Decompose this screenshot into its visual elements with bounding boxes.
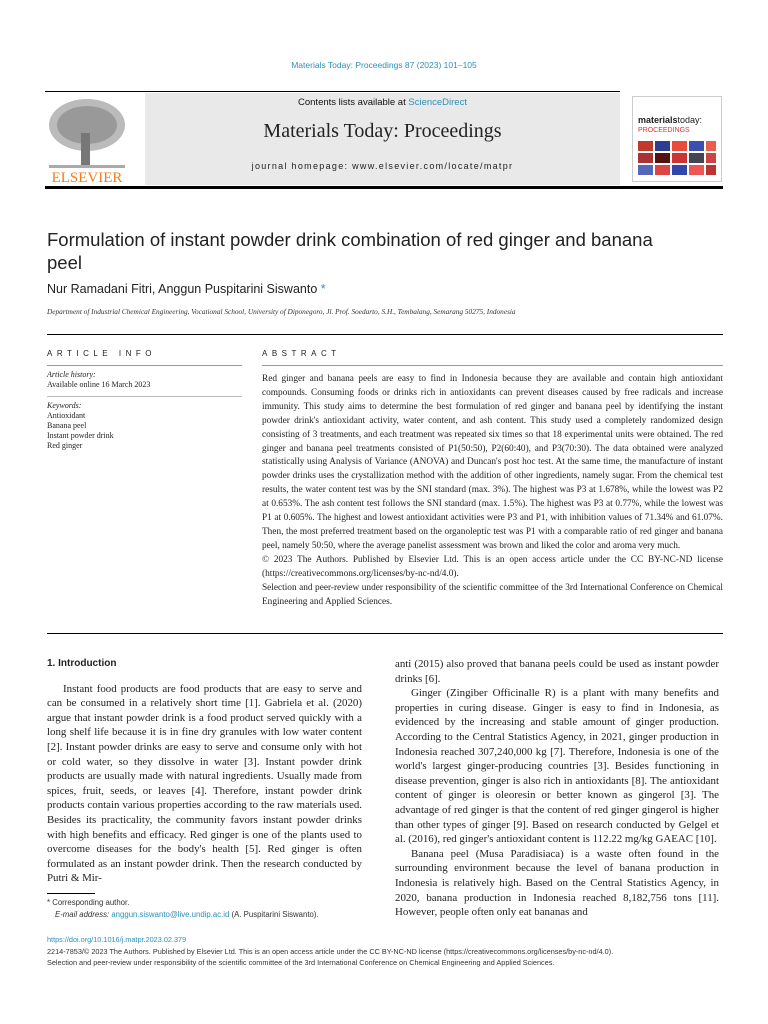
license-text: 2214-7853/© 2023 The Authors. Published by Elsevier Ltd. This is an open access article under the CC BY-NC-ND license (https://creativecommons.org/licenses/by-nc-nd/4.0).: [47, 946, 614, 956]
header-divider: [45, 186, 723, 189]
journal-title: Materials Today: Proceedings: [263, 120, 502, 142]
body-paragraph: anti (2015) also proved that banana peels could be used as instant powder drinks [6].: [395, 658, 719, 685]
email-label: E-mail address:: [55, 910, 112, 919]
svg-text:materialstoday:: materialstoday:: [638, 115, 703, 125]
doi-link[interactable]: https://doi.org/10.1016/j.matpr.2023.02.379: [47, 935, 187, 944]
sciencedirect-link[interactable]: ScienceDirect: [408, 97, 467, 108]
body-paragraph: Instant food products are food products that are easy to serve and can be consumed in a relatively short time [1]. Gabriela et al. (2020) argue that instant powder drink is a food product served quickly with a long shelf life because it is in fine dry granules with low water content [2]. Instant powder drinks are easy to serve and consume only with hot or cold water, so they dissolve in water [3]. Instant powder drink products are usually made with natural ingredients. Usually made from spices, fruit, seeds, or leaves [4]. Therefore, instant powder drink products contain various properties according to the raw materials used. Besides its practicality, the community favors instant powder drinks with high benefits and efficacy. Red ginger is one of the plants used to overcome diseases for the body's health [5]. Red ginger is often formulated as an instant powder drink. Then the research conducted by Putri & Mir-: [47, 682, 362, 885]
right-column: [395, 657, 719, 920]
abstract-copyright: © 2023 The Authors. Published by Elsevier Ltd. This is an open access article under the CC BY-NC-ND license (https://creativecommons.org/licenses/by-nc-nd/4.0).: [262, 554, 723, 579]
svg-text:ELSEVIER: ELSEVIER: [51, 170, 123, 185]
author-list: [47, 282, 326, 296]
corresponding-author-mark[interactable]: *: [320, 282, 326, 296]
footnote-divider: [47, 893, 95, 894]
abstract-text: Red ginger and banana peels are easy to find in Indonesia because they are available and contain high antioxidant compounds. Consuming foods or drinks rich in antioxidants can prevent diseases caused by free radicals and increase immunity. This study aims to determine the best formulation of red ginger and banana peel by identifying the instant powder drink's antioxidant activity, water content, and ash content. This study used a completely randomized design consisting of 3 treatments, and each treatment was repeated six times so that 18 experimental units were obtained. The red ginger and banana peel treatments consisted of P1(50:50), P2(60:40), and P3(70:30). The data obtained were analyzed statistically using Analysis of Variance (ANOVA) and Duncan's post hoc test. At the same time, the manufacture of instant powder drinks uses the crystallization method with the addition of other ingredients, namely sugar. From the chemical test results, the water content test was by the SNI standard (max. 3%). The highest was P3 at 1.678%, while the lowest was P2 at 0.653%. The ash content test follows the SNI standard (max. 1.5%). The highest was P3 at 0.77%, while the lowest was P1 at 0.605%. The highest and lowest antioxidant activities were P3 and P1, with inhibition values of 71.34% and 61.07%. Then, the most preferred treatment based on the organoleptic test was P1 with a comparable ratio of red ginger and banana peel, namely 50:50, where the average panelist assessment was brown and liked the color and aroma very much.: [262, 374, 723, 551]
keyword: Banana peel: [47, 421, 87, 430]
footnote: [47, 897, 319, 921]
corresponding-author-note: * Corresponding author.: [47, 898, 130, 907]
divider: [47, 334, 723, 335]
left-column: [47, 657, 362, 886]
keyword: Instant powder drink: [47, 431, 114, 440]
divider: [45, 91, 620, 92]
keyword: Red ginger: [47, 441, 83, 450]
abstract-selection: Selection and peer-review under responsibility of the scientific committee of the 3rd International Conference on Chemical Engineering and Applied Sciences.: [262, 582, 723, 607]
affiliation: Department of Industrial Chemical Engineering, Vocational School, University of Diponegoro, Jl. Prof. Soedarto, S.H., Tembalang, Semarang 50275, Indonesia: [47, 307, 516, 316]
divider: [47, 365, 242, 366]
page-footer: [47, 934, 727, 969]
abstract: [262, 373, 723, 609]
divider: [262, 365, 723, 366]
elsevier-logo: [45, 95, 129, 185]
section-heading-introduction: 1. Introduction: [47, 658, 117, 669]
email-owner: (A. Puspitarini Siswanto).: [229, 910, 319, 919]
divider: [47, 396, 242, 397]
contents-label: Contents lists available at: [298, 97, 409, 108]
journal-header: [145, 93, 620, 185]
svg-text:PROCEEDINGS: PROCEEDINGS: [638, 127, 690, 134]
abstract-heading: ABSTRACT: [262, 349, 341, 358]
selection-text: Selection and peer-review under responsibility of the scientific committee of the 3rd International Conference on Chemical Engineering and Applied Sciences.: [47, 958, 555, 967]
article-info: [47, 370, 242, 451]
email-link[interactable]: anggun.siswanto@live.undip.ac.id: [111, 910, 230, 919]
contents-line: [145, 97, 620, 108]
elsevier-tree-icon: [45, 95, 129, 185]
journal-reference-link[interactable]: Materials Today: Proceedings 87 (2023) 101–105: [291, 60, 477, 70]
history-value: Available online 16 March 2023: [47, 380, 151, 389]
keywords-label: Keywords:: [47, 401, 82, 410]
journal-homepage[interactable]: journal homepage: www.elsevier.com/locate/matpr: [251, 161, 514, 171]
body-paragraph: Banana peel (Musa Paradisiaca) is a waste often found in the surrounding environment because the level of banana production in Indonesia is relatively high. Based on the Central Statistics Agency, in 2020, banana production in Indonesia reached 8,182,756 tons [11]. However, people often only eat bananas and: [395, 847, 719, 919]
journal-cover-image: [633, 97, 721, 181]
history-label: Article history:: [47, 370, 96, 379]
article-title: Formulation of instant powder drink combination of red ginger and banana peel: [47, 229, 653, 273]
divider: [47, 633, 723, 634]
body-paragraph: Ginger (Zingiber Officinalle R) is a plant with many benefits and properties in curing disease. Ginger is easy to find in Indonesia, as evidenced by the increasing and stable amount of ginger production. According to the Central Statistics Agency, in 2021, ginger production in Indonesia reached 307,240,000 kg [7]. Therefore, Indonesia is one of the world's largest ginger-producing countries [3]. Besides functioning in disease prevention, ginger is also rich in antioxidants [8]. The antioxidant content of ginger is oleoresin or better known as gingerol [3]. The advantage of red ginger is that the content of red ginger gingerol is higher than other types of ginger [9]. Based on research conducted by Gelgel et al. (2016), red ginger's antioxidant content is 112.22 mg/kg GAEAC [10].: [395, 687, 719, 846]
authors: Nur Ramadani Fitri, Anggun Puspitarini Siswanto: [47, 282, 318, 296]
article-info-heading: ARTICLE INFO: [47, 349, 156, 358]
journal-cover: [632, 96, 722, 182]
keyword: Antioxidant: [47, 411, 86, 420]
